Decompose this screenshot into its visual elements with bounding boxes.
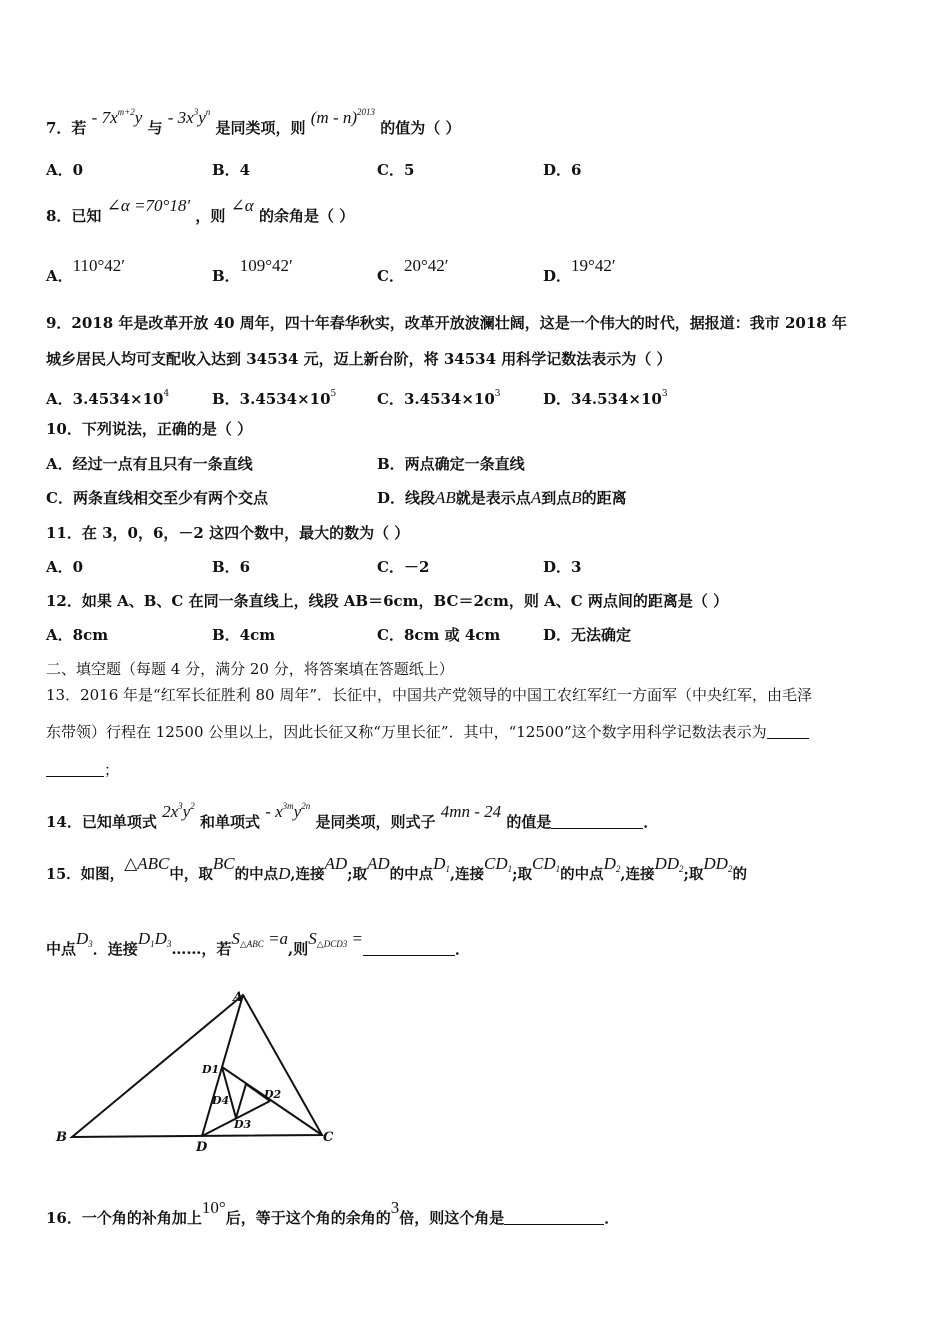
label-d2: D2: [264, 1088, 282, 1101]
question-15-line1: 15．如图，△ABC中，取BC的中点D,连接AD;取AD的中点$D_1$,连接$CD_1$;取$CD_1$的中点$D_2$,连接$DD_2$;取$DD_2$的: [46, 854, 747, 883]
q11-option-d[interactable]: D．3: [543, 558, 582, 576]
question-13-line1: 13．2016 年是“红军长征胜利 80 周年”．长征中，中国共产党领导的中国工农红军红一方面军（中央红军，由毛泽: [46, 686, 812, 704]
question-9-line1: 9．2018 年是改革开放 40 周年，四十年春华秋实，改革开放波澜壮阔，这是一个伟大的时代，据报道：我市 2018 年: [46, 314, 847, 332]
q10-option-c[interactable]: C．两条直线相交至少有两个交点: [46, 489, 268, 507]
triangle-figure: [50, 985, 350, 1155]
q7-option-c[interactable]: C．5: [377, 161, 415, 179]
q14-answer-blank[interactable]: [551, 814, 643, 829]
segment-d3d4: [236, 1084, 246, 1118]
question-8: 8．已知 ∠α =70°18′ ，则 ∠α 的余角是（ ）: [46, 196, 355, 225]
question-14: 14．已知单项式 $2x^3y^2$ 和单项式 - $x^{3m}y^{2n}$ 是同类项，则式子 4mn - 24 的值是 ．: [46, 801, 659, 831]
question-7: 7．若 - $7x^{m+2}y$ 与 - $3x^3y^n$ 是同类项，则 (m - n)$^{2013}$ 的值为（ ）: [46, 107, 461, 137]
q7-option-d[interactable]: D．6: [543, 161, 582, 179]
label-d: D: [196, 1140, 208, 1155]
label-b: B: [56, 1130, 67, 1145]
q13-answer-blank-b[interactable]: [46, 762, 104, 777]
question-13-line2: 东带领）行程在 12500 公里以上，因此长征又称“万里长征”．其中，“12500”这个数字用科学记数法表示为: [46, 722, 809, 742]
q9-option-a[interactable]: A．$3.4534\times 10^4$: [46, 389, 170, 408]
q10-option-a[interactable]: A．经过一点有且只有一条直线: [46, 455, 253, 473]
q9-option-b[interactable]: B．$3.4534\times 10^5$: [212, 389, 337, 408]
q12-option-c[interactable]: C．8cm 或 4cm: [377, 626, 501, 644]
q12-option-a[interactable]: A．8cm: [46, 626, 109, 644]
q8-option-d[interactable]: D．19°42′: [543, 256, 616, 285]
q16-multiplier: 3: [390, 1198, 400, 1217]
question-15-line2: 中点$D_3$．连接$D_1D_3\dots\dots$，若$S_{\triangle ABC} =a$,则$S_{\triangle DCD3}$ =．: [46, 929, 470, 958]
question-11: 11．在 3，0，6，－2 这四个数中，最大的数为（ ）: [46, 524, 410, 542]
triangle-abc: [72, 995, 322, 1137]
q7-option-b[interactable]: B．4: [212, 161, 251, 179]
q11-option-b[interactable]: B．6: [212, 558, 251, 576]
q16-answer-blank[interactable]: [504, 1210, 604, 1225]
label-d1: D1: [202, 1063, 220, 1076]
q8-option-b[interactable]: B．109°42′: [212, 256, 293, 285]
question-16: 16．一个角的补角加上10°后，等于这个角的余角的3倍，则这个角是 ．: [46, 1198, 620, 1227]
q12-option-b[interactable]: B．4cm: [212, 626, 276, 644]
q11-option-c[interactable]: C．－2: [377, 558, 430, 576]
label-d4: D4: [212, 1094, 230, 1107]
q14-expression: 4mn - 24: [440, 802, 502, 821]
question-9-line2: 城乡居民人均可支配收入达到 34534 元，迈上新台阶，将 34534 用科学记数法表示为（ ）: [46, 350, 672, 368]
label-d3: D3: [234, 1118, 252, 1131]
q10-option-b[interactable]: B．两点确定一条直线: [377, 455, 525, 473]
q8-option-a[interactable]: A．110°42′: [46, 256, 126, 285]
q13-answer-blank-a[interactable]: [767, 724, 809, 739]
q7-term2: - $3x^3y^n$: [167, 107, 211, 127]
q7-term1: - $7x^{m+2}y$: [91, 107, 143, 127]
q8-angle-expr: ∠α =70°18′: [106, 196, 191, 215]
question-13-line3: ；: [46, 760, 119, 780]
q8-angle: ∠α: [230, 196, 254, 215]
q7-expression: (m - n)$^{2013}$: [310, 107, 376, 127]
q9-option-d[interactable]: D．$34.534\times 10^3$: [543, 389, 668, 408]
q14-monomial-2: - $x^{3m}y^{2n}$: [265, 801, 311, 821]
label-a: A: [233, 990, 244, 1005]
q14-monomial-1: $2x^3y^2$: [162, 801, 195, 821]
q16-degree: 10°: [201, 1198, 226, 1217]
section-2-heading: 二、填空题（每题 4 分，满分 20 分，将答案填在答题纸上）: [46, 660, 454, 678]
q15-answer-blank[interactable]: [363, 941, 455, 956]
q9-option-c[interactable]: C．$3.4534\times 10^3$: [377, 389, 501, 408]
question-12: 12．如果 A、B、C 在同一条直线上，线段 AB＝6cm，BC＝2cm，则 A、C 两点间的距离是（ ）: [46, 592, 729, 610]
q8-option-c[interactable]: C．20°42′: [377, 256, 449, 285]
question-10: 10．下列说法，正确的是（ ）: [46, 420, 253, 438]
q11-option-a[interactable]: A．0: [46, 558, 84, 576]
q7-option-a[interactable]: A．0: [46, 161, 84, 179]
q10-option-d[interactable]: D．线段AB就是表示点A到点B的距离: [377, 488, 627, 507]
label-c: C: [323, 1130, 334, 1145]
q12-option-d[interactable]: D．无法确定: [543, 626, 632, 644]
